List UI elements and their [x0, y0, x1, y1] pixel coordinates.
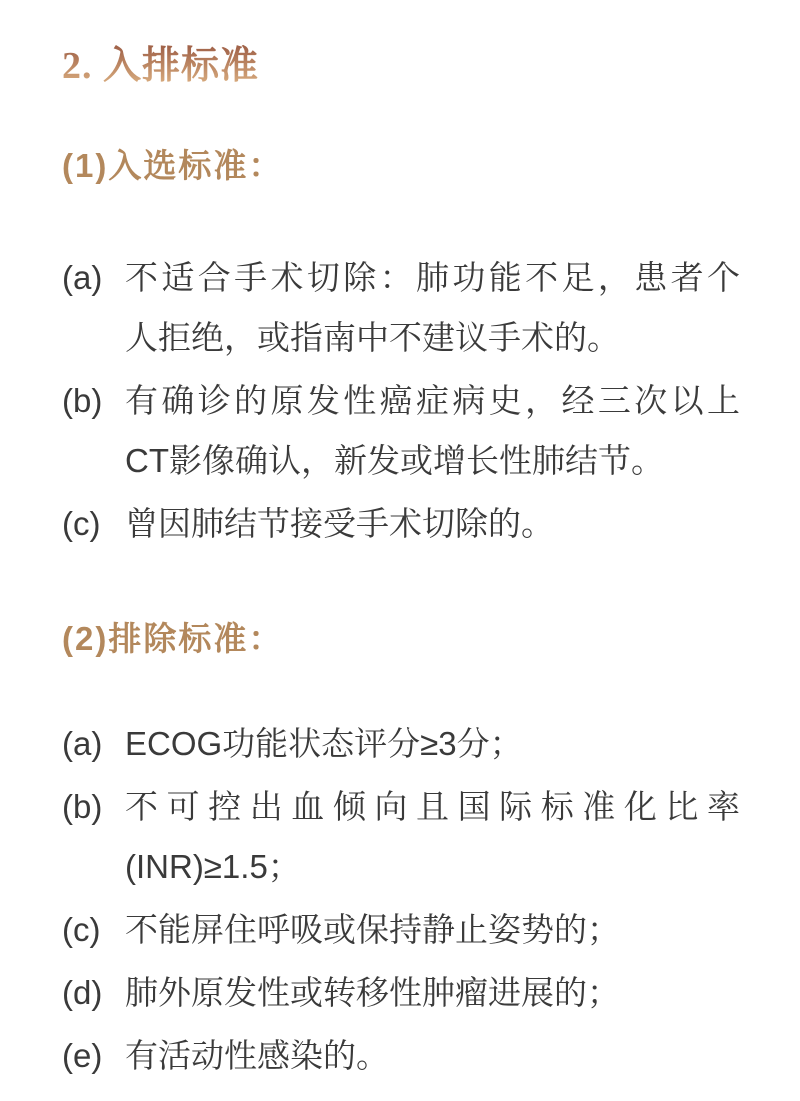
item-line: 不能屏住呼吸或保持静止姿势的； — [125, 911, 620, 948]
item-label: (b) — [62, 788, 103, 825]
list-item — [62, 777, 740, 897]
item-text — [125, 777, 740, 897]
list-item — [62, 963, 740, 1023]
item-label: (c) — [62, 505, 101, 542]
item-line: ECOG功能状态评分≥3分； — [125, 725, 523, 762]
item-label: (c) — [62, 911, 101, 948]
list-item — [62, 1026, 740, 1086]
item-line: 曾因肺结节接受手术切除的。 — [125, 505, 554, 542]
item-text — [125, 963, 740, 1023]
item-label: (a) — [62, 725, 103, 762]
criteria-sections — [62, 146, 740, 1086]
section-heading: (2)排除标准： — [62, 620, 284, 657]
criteria-list — [62, 248, 740, 554]
section-heading: (1)入选标准： — [62, 147, 284, 184]
item-label: (a) — [62, 259, 103, 296]
list-item — [62, 900, 740, 960]
item-label: (b) — [62, 382, 103, 419]
item-label: (e) — [62, 1037, 103, 1074]
item-text — [125, 371, 740, 491]
item-text — [125, 900, 740, 960]
item-line: 有活动性感染的。 — [125, 1037, 389, 1074]
item-text — [125, 714, 740, 774]
item-line: 人拒绝，或指南中不建议手术的。 — [125, 319, 620, 356]
item-line: 不适合手术切除：肺功能不足，患者个 — [125, 259, 740, 296]
item-line: 肺外原发性或转移性肿瘤进展的； — [125, 974, 620, 1011]
item-line: 有确诊的原发性癌症病史，经三次以上 — [125, 382, 740, 419]
item-text — [125, 494, 740, 554]
list-item — [62, 714, 740, 774]
item-text — [125, 1026, 740, 1086]
page-title: 2. 入排标准 — [62, 45, 260, 87]
criteria-list — [62, 714, 740, 1086]
criteria-section — [62, 146, 740, 554]
item-label: (d) — [62, 974, 103, 1011]
item-line: CT影像确认，新发或增长性肺结节。 — [125, 442, 664, 479]
criteria-section — [62, 619, 740, 1086]
item-text — [125, 248, 740, 368]
list-item — [62, 494, 740, 554]
list-item — [62, 248, 740, 368]
item-line: 不可控出血倾向且国际标准化比率 — [125, 788, 740, 825]
item-line: (INR)≥1.5； — [125, 848, 301, 885]
list-item — [62, 371, 740, 491]
